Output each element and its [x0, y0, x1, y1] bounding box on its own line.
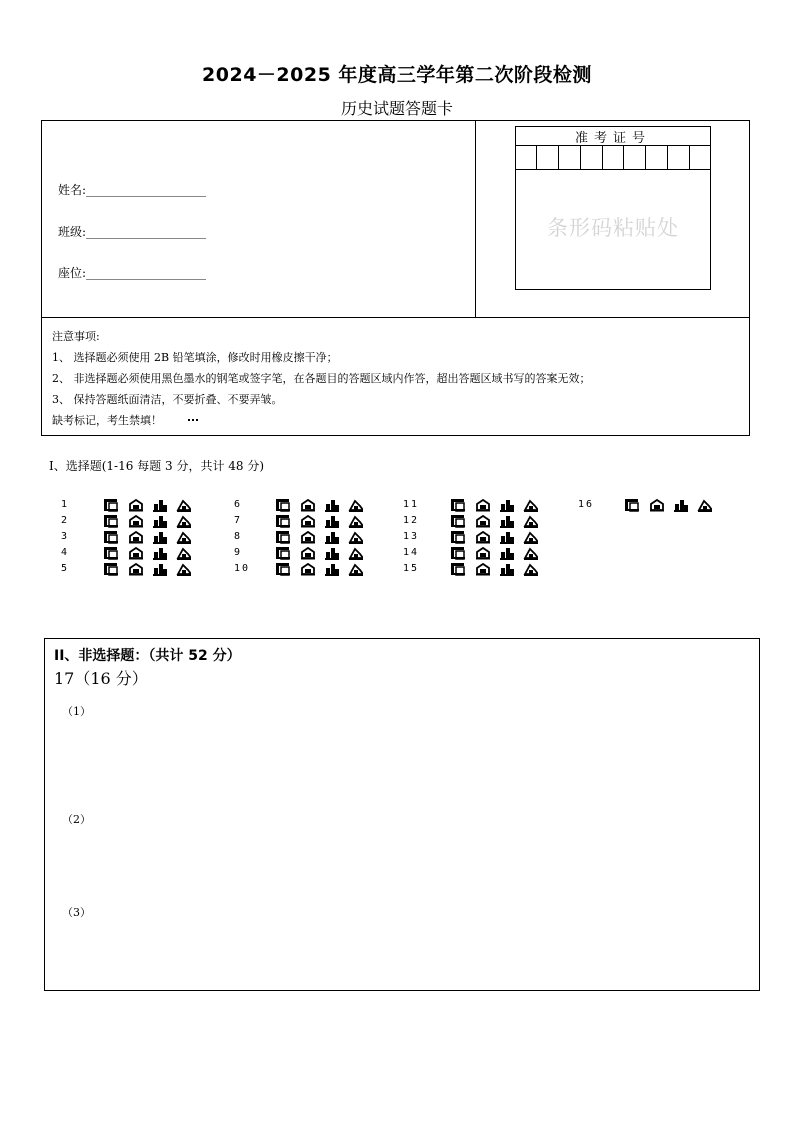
option-bubble-d[interactable]	[523, 514, 538, 528]
question-number: 2	[61, 515, 70, 526]
option-bubble-d[interactable]	[176, 530, 191, 544]
question-number: 1	[61, 499, 70, 510]
exam-id-digit-cells[interactable]	[515, 146, 711, 170]
option-bubble-a[interactable]	[450, 562, 465, 576]
barcode-area-hint: 条形码粘贴处	[547, 216, 679, 240]
digit-cell[interactable]	[603, 146, 625, 169]
option-bubble-d[interactable]	[348, 546, 363, 560]
option-bubble-b[interactable]	[649, 498, 664, 512]
question-number: 4	[61, 547, 70, 558]
option-bubble-c[interactable]	[152, 498, 167, 512]
seat-field[interactable]	[58, 264, 206, 281]
option-bubble-a[interactable]	[103, 514, 118, 528]
question-number: 13	[403, 531, 420, 542]
notes-section	[52, 326, 591, 431]
digit-cell[interactable]	[690, 146, 711, 169]
option-bubble-a[interactable]	[624, 498, 639, 512]
option-bubble-b[interactable]	[475, 546, 490, 560]
digit-cell[interactable]	[537, 146, 559, 169]
question-number: 8	[234, 531, 243, 542]
q17-part-3: （3）	[62, 906, 91, 919]
absent-label: 缺考标记，考生禁填！	[52, 414, 162, 427]
absent-mark-row	[52, 410, 591, 431]
option-bubble-c[interactable]	[324, 530, 339, 544]
option-bubble-c[interactable]	[152, 562, 167, 576]
option-bubble-b[interactable]	[300, 562, 315, 576]
option-bubble-d[interactable]	[176, 498, 191, 512]
option-bubble-c[interactable]	[324, 562, 339, 576]
question-number: 3	[61, 531, 70, 542]
option-bubble-d[interactable]	[523, 498, 538, 512]
option-bubble-d[interactable]	[176, 514, 191, 528]
option-bubble-c[interactable]	[499, 562, 514, 576]
question-number: 15	[403, 563, 420, 574]
option-bubble-b[interactable]	[300, 514, 315, 528]
option-bubble-a[interactable]	[103, 546, 118, 560]
option-bubble-d[interactable]	[348, 562, 363, 576]
option-bubble-b[interactable]	[128, 530, 143, 544]
q17-part-1: （1）	[62, 705, 91, 718]
option-bubble-a[interactable]	[275, 514, 290, 528]
question-number: 6	[234, 499, 243, 510]
option-bubble-d[interactable]	[523, 546, 538, 560]
option-bubble-b[interactable]	[475, 530, 490, 544]
divider-horizontal	[41, 317, 750, 318]
option-bubble-b[interactable]	[128, 562, 143, 576]
name-blank[interactable]: ____________________	[86, 183, 207, 197]
question-number: 11	[403, 499, 420, 510]
option-bubble-b[interactable]	[300, 530, 315, 544]
option-bubble-c[interactable]	[324, 546, 339, 560]
option-bubble-d[interactable]	[523, 562, 538, 576]
section2-label: II、非选择题：（共计 52 分）	[54, 648, 241, 664]
class-label: 班级:	[58, 225, 87, 239]
note-item: 1、 选择题必须使用 2B 铅笔填涂，修改时用橡皮擦干净；	[52, 351, 338, 364]
question-number: 16	[578, 499, 595, 510]
question-number: 5	[61, 563, 70, 574]
note-item: 3、 保持答题纸面清洁，不要折叠、不要弄皱。	[52, 393, 283, 406]
option-bubble-c[interactable]	[499, 546, 514, 560]
digit-cell[interactable]	[624, 146, 646, 169]
option-bubble-a[interactable]	[450, 514, 465, 528]
option-bubble-c[interactable]	[324, 498, 339, 512]
option-bubble-b[interactable]	[128, 546, 143, 560]
option-bubble-c[interactable]	[152, 530, 167, 544]
option-bubble-a[interactable]	[450, 498, 465, 512]
option-bubble-a[interactable]	[275, 498, 290, 512]
option-bubble-a[interactable]	[275, 546, 290, 560]
option-bubble-c[interactable]	[152, 514, 167, 528]
question-number: 7	[234, 515, 243, 526]
option-bubble-d[interactable]	[523, 530, 538, 544]
option-bubble-c[interactable]	[499, 498, 514, 512]
option-bubble-a[interactable]	[275, 562, 290, 576]
option-bubble-b[interactable]	[300, 546, 315, 560]
seat-label: 座位:	[58, 266, 87, 280]
option-bubble-b[interactable]	[128, 498, 143, 512]
q17-part-2: （2）	[62, 813, 91, 826]
option-bubble-d[interactable]	[176, 546, 191, 560]
option-bubble-d[interactable]	[348, 530, 363, 544]
section1-label: I、选择题(1-16 每题 3 分，共计 48 分)	[49, 459, 265, 473]
answer-box-q17	[44, 638, 760, 991]
digit-cell[interactable]	[646, 146, 668, 169]
digit-cell[interactable]	[581, 146, 603, 169]
question-number: 9	[234, 547, 243, 558]
option-bubble-c[interactable]	[152, 546, 167, 560]
option-bubble-d[interactable]	[348, 514, 363, 528]
divider-vertical	[475, 120, 476, 318]
option-bubble-b[interactable]	[475, 562, 490, 576]
option-bubble-d[interactable]	[697, 498, 712, 512]
question-17-title: 17（16 分）	[54, 669, 148, 688]
option-bubble-d[interactable]	[348, 498, 363, 512]
option-bubble-a[interactable]	[275, 530, 290, 544]
page-subtitle: 历史试题答题卡	[340, 99, 453, 118]
option-bubble-c[interactable]	[324, 514, 339, 528]
option-bubble-c[interactable]	[673, 498, 688, 512]
option-bubble-a[interactable]	[450, 546, 465, 560]
digit-cell[interactable]	[515, 146, 537, 169]
note-item: 2、 非选择题必须使用黑色墨水的钢笔或签字笔，在各题目的答题区域内作答，超出答题区域书写的答案无效；	[52, 372, 591, 385]
option-bubble-a[interactable]	[103, 530, 118, 544]
absent-mark-box[interactable]	[188, 419, 198, 424]
digit-cell[interactable]	[559, 146, 581, 169]
class-blank[interactable]: ____________________	[86, 225, 207, 239]
question-number: 10	[234, 563, 251, 574]
option-bubble-b[interactable]	[475, 514, 490, 528]
question-number: 14	[403, 547, 420, 558]
option-bubble-b[interactable]	[300, 498, 315, 512]
name-field[interactable]	[58, 181, 206, 198]
notes-heading: 注意事项:	[52, 330, 100, 343]
option-bubble-a[interactable]	[103, 562, 118, 576]
option-bubble-b[interactable]	[475, 498, 490, 512]
page-title: 2024－2025 年度高三学年第二次阶段检测	[202, 64, 592, 86]
option-bubble-a[interactable]	[450, 530, 465, 544]
option-bubble-a[interactable]	[103, 498, 118, 512]
name-label: 姓名:	[58, 183, 87, 197]
seat-blank[interactable]: ____________________	[86, 266, 207, 280]
option-bubble-c[interactable]	[499, 514, 514, 528]
option-bubble-b[interactable]	[128, 514, 143, 528]
option-bubble-c[interactable]	[499, 530, 514, 544]
digit-cell[interactable]	[668, 146, 690, 169]
exam-id-heading: 准考证号	[515, 127, 711, 146]
question-number: 12	[403, 515, 420, 526]
option-bubble-d[interactable]	[176, 562, 191, 576]
class-field[interactable]	[58, 223, 206, 240]
